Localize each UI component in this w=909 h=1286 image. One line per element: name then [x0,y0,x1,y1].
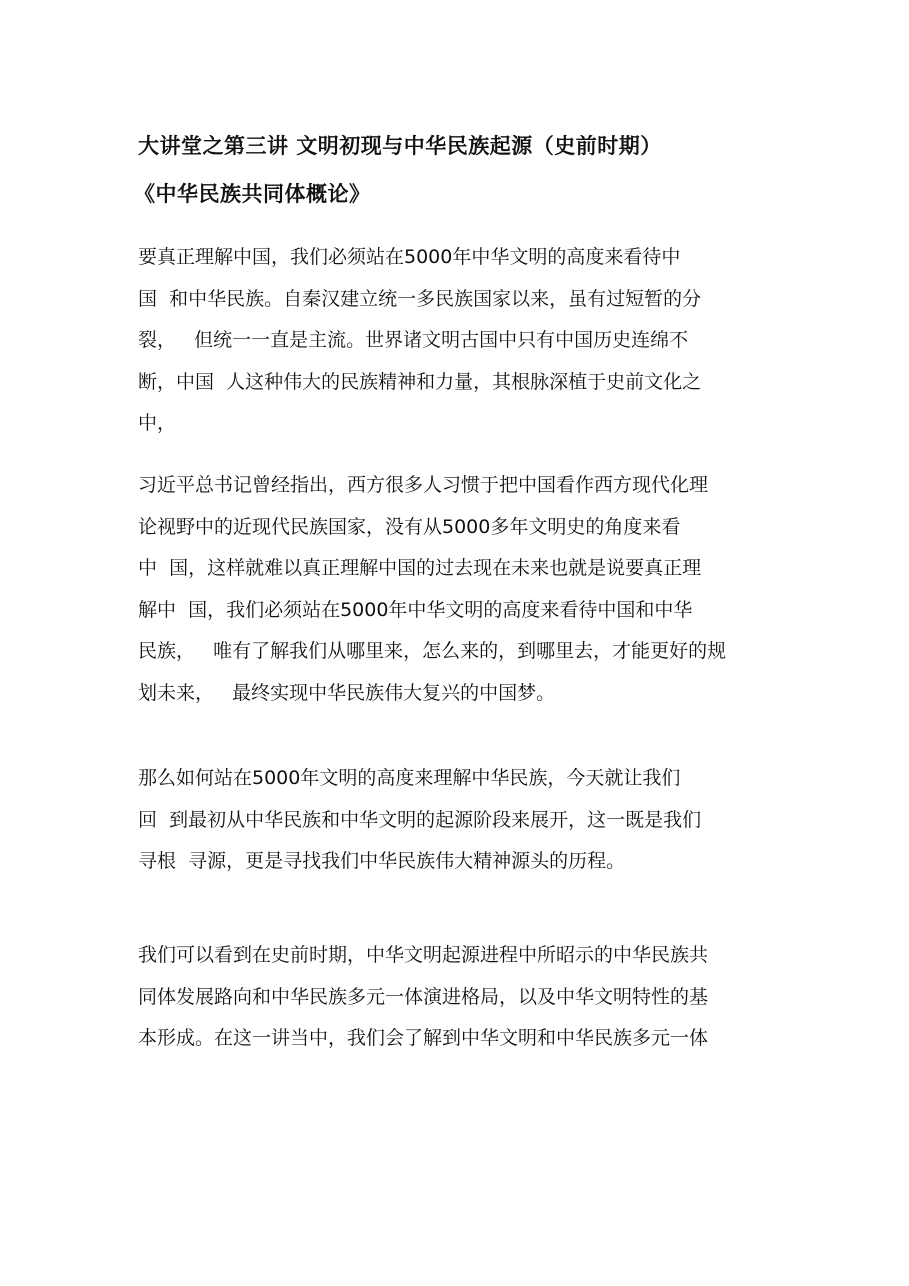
document-title: 大讲堂之第三讲 文明初现与中华民族起源（史前时期） [138,134,662,158]
paragraph-line: 中， [138,412,177,434]
paragraph-line: 寻根 寻源，更是寻找我们中华民族伟大精神源头的历程。 [138,850,626,872]
paragraph-line: 那么如何站在5000年文明的高度来理解中华民族，今天就让我们 [138,767,681,789]
paragraph-line: 解中 国，我们必须站在5000年中华文明的高度来看待中国和中华 [138,598,693,621]
paragraph-line: 中 国，这样就难以真正理解中国的过去现在未来也就是说要真正理 [138,557,702,579]
paragraph-line: 断，中国 人这种伟大的民族精神和力量，其根脉深植于史前文化之 [138,370,702,393]
paragraph-2 [138,465,778,714]
paragraph-line: 民族， 唯有了解我们从哪里来，怎么来的，到哪里去，才能更好的规 [138,640,727,662]
paragraph-line: 回 到最初从中华民族和中华文明的起源阶段来展开，这一既是我们 [138,808,702,831]
paragraph-4 [138,935,778,1060]
paragraph-line: 要真正理解中国，我们必须站在5000年中华文明的高度来看待中 [138,246,681,268]
paragraph-line: 我们可以看到在史前时期，中华文明起源进程中所昭示的中华民族共 [138,944,709,966]
paragraph-1 [138,237,778,445]
paragraph-line: 习近平总书记曾经指出，西方很多人习惯于把中国看作西方现代化理 [138,474,709,496]
paragraph-line: 国 和中华民族。自秦汉建立统一多民族国家以来，虽有过短暂的分 [138,287,702,310]
paragraph-3 [138,758,778,883]
paragraph-line: 论视野中的近现代民族国家，没有从5000多年文明史的角度来看 [138,515,681,538]
document-subtitle: 《中华民族共同体概论》 [134,182,371,206]
paragraph-line: 裂， 但统一一直是主流。世界诸文明古国中只有中国历史连绵不 [138,329,689,351]
paragraph-line: 同体发展路向和中华民族多元一体演进格局，以及中华文明特性的基 [138,985,709,1008]
paragraph-line: 划未来， 最终实现中华民族伟大复兴的中国梦。 [138,681,556,704]
paragraph-line: 本形成。在这一讲当中，我们会了解到中华文明和中华民族多元一体 [138,1027,709,1049]
